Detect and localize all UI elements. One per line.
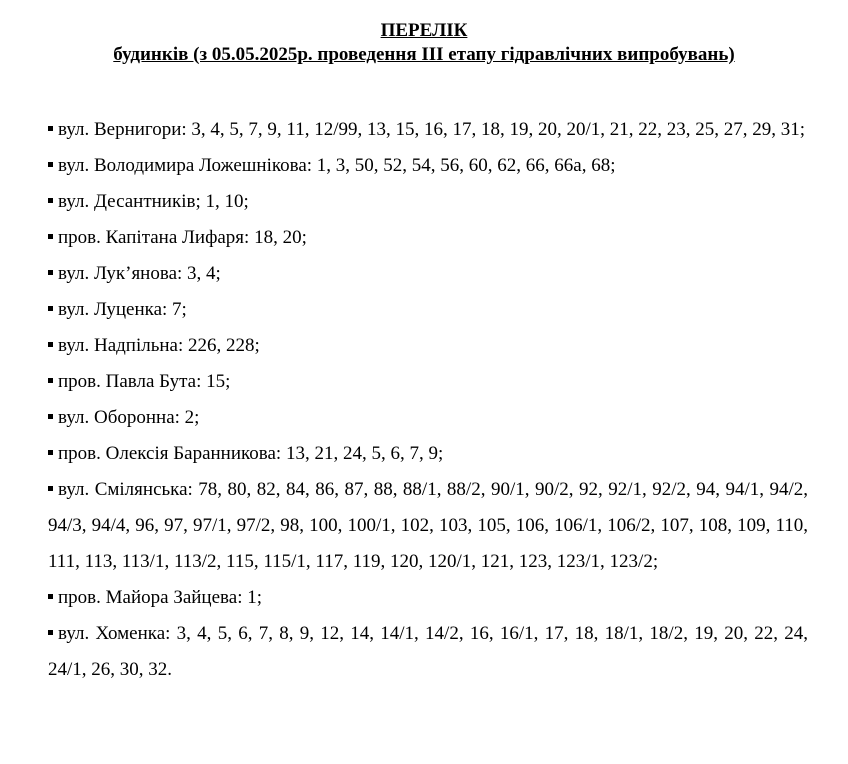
square-bullet-icon [48, 342, 53, 347]
list-item-text: пров. Капітана Лифаря: 18, 20; [58, 227, 307, 248]
list-item-text: вул. Надпільна: 226, 228; [58, 335, 260, 356]
list-item-text: вул. Десантників; 1, 10; [58, 191, 249, 212]
list-item-text: вул. Вернигори: 3, 4, 5, 7, 9, 11, 12/99, 13, 15, 16, 17, 18, 19, 20, 20/1, 21, 22, 23, 25, 27, 29, 31; [58, 119, 806, 140]
list-item [48, 292, 808, 328]
address-list [48, 112, 808, 688]
square-bullet-icon [48, 162, 53, 167]
list-item [48, 364, 808, 400]
list-item-text: вул. Оборонна: 2; [58, 407, 200, 428]
square-bullet-icon [48, 450, 53, 455]
list-item-text: пров. Олексія Баранникова: 13, 21, 24, 5, 6, 7, 9; [58, 443, 444, 464]
square-bullet-icon [48, 414, 53, 419]
document-subtitle: будинків (з 05.05.2025р. проведення ІІІ етапу гідравлічних випробувань) [113, 44, 735, 65]
list-item-text: вул. Володимира Ложешнікова: 1, 3, 50, 52, 54, 56, 60, 62, 66, 66а, 68; [58, 155, 616, 176]
list-item-text: вул. Луценка: 7; [58, 299, 187, 320]
list-item [48, 148, 808, 184]
square-bullet-icon [48, 594, 53, 599]
square-bullet-icon [48, 126, 53, 131]
list-item [48, 472, 808, 580]
list-item [48, 580, 808, 616]
square-bullet-icon [48, 486, 53, 491]
list-item [48, 184, 808, 220]
document-title: ПЕРЕЛІК [380, 20, 468, 41]
square-bullet-icon [48, 630, 53, 635]
list-item-text: пров. Майора Зайцева: 1; [58, 587, 262, 608]
list-item-text: вул. Смілянська: 78, 80, 82, 84, 86, 87, 88, 88/1, 88/2, 90/1, 90/2, 92, 92/1, 92/2, 94, 94/1, 94/2, 94/3, 94/4, 96, 97, 97/1, 97/2, 98, 100, 100/1, 102, 103, 105, 106, 106/1, 106/2, 107, 108, 109, 110, 111, 113, 113/1, 113/2, 115, 115/1, 117, 119, 120, 120/1, 121, 123, 123/1, 123/2; [48, 479, 808, 572]
list-item [48, 436, 808, 472]
list-item-text: вул. Хоменка: 3, 4, 5, 6, 7, 8, 9, 12, 14, 14/1, 14/2, 16, 16/1, 17, 18, 18/1, 18/2, 19, 20, 22, 24, 24/1, 26, 30, 32. [48, 623, 808, 680]
square-bullet-icon [48, 378, 53, 383]
square-bullet-icon [48, 270, 53, 275]
list-item-text: вул. Лук’янова: 3, 4; [58, 263, 221, 284]
square-bullet-icon [48, 306, 53, 311]
list-item [48, 616, 808, 688]
square-bullet-icon [48, 234, 53, 239]
list-item-text: пров. Павла Бута: 15; [58, 371, 231, 392]
square-bullet-icon [48, 198, 53, 203]
list-item [48, 256, 808, 292]
list-item [48, 220, 808, 256]
list-item [48, 400, 808, 436]
list-item [48, 328, 808, 364]
list-item [48, 112, 808, 148]
